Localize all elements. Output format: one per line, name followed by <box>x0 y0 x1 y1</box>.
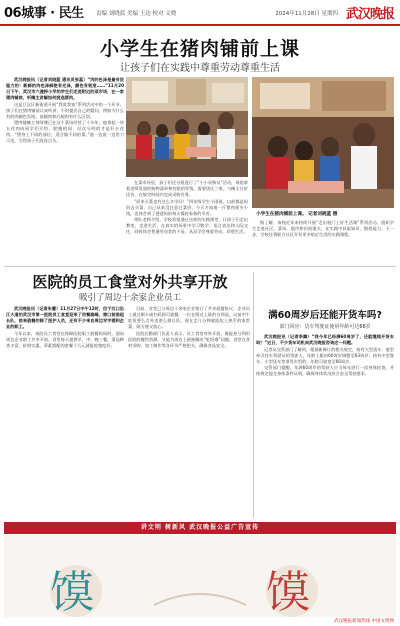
masthead <box>0 0 400 26</box>
story2-column-1 <box>6 306 124 518</box>
section-divider <box>4 266 396 267</box>
newspaper-logo: 武汉晚报 <box>345 7 394 22</box>
side-story-header <box>256 307 394 330</box>
section-title: 06城事 · 民生 <box>4 6 84 21</box>
story2-column-2 <box>128 306 250 518</box>
paragraph: 武汉晚报讯（记者刘晓蓝 通讯员张蕊）“肉的色泽是最有说服力的！新鲜的肉色泽鲜艳有光泽，颜色有韧度……”11月20日下午，武汉市六渡桥小学的学生们走进附近的菜市场，在一家猪肉铺前，听摊主讲解如何挑选猪肉。 <box>6 77 124 100</box>
column-divider <box>253 272 254 518</box>
side-story-body <box>256 334 394 518</box>
issue-date: 2024年11月28日 星期四 <box>275 11 338 17</box>
paragraph: 武汉晚报讯（记者朱蕾）11月27日中午12时，位于汉口沿江大道的武汉市第一医院员工食堂迎来了用餐高峰，窗口前排起长队，前来就餐的除了医护人员，还有不少来自周边写字楼和企业的职工。 <box>6 306 124 329</box>
ad-glyph-left: 馍 <box>50 567 94 617</box>
ad-illustration <box>4 535 396 617</box>
paragraph: 武汉晚报讯（记者李腾）“我今年已经满60周岁了，还能继续开货车吗？”近日，不少货车司机向武汉晚报咨询这一问题。 <box>256 334 394 345</box>
story1-headline: 小学生在猪肉铺前上课 <box>99 38 300 60</box>
paragraph: 猪肉铺摊主刘师傅已在这个菜场经营了十多年，他拿起一块五花肉向同学们介绍，肥瘦相间、层次分明的才是好五花肉。“猪身上不同的部位，适合做不同的菜。”他一边说一边用刀示范，引得孩子们连连点头。 <box>6 120 124 143</box>
paragraph: 这是江汉区新街道开展“我爱我家”系列活动中的一个环节。孩子们在猪肉铺前认真听讲，不时提出自己的疑问，例如为什么有的肉颜色发暗、前腿肉和后腿肉有什么区别。 <box>6 101 124 119</box>
story1-photo-caption: 小学生在猪肉铺前上课。 记者刘晓蓝 摄 <box>256 212 338 217</box>
ad-artwork <box>4 535 396 617</box>
paragraph: 在菜市场里，孩子们还分组进行了“小小采购员”活动，每组拿着老师发放的购物清单和有限的零钱，需要货比三家、与摊主讨价还价，在规定时间内完成采购任务。 <box>126 180 248 197</box>
ad-banner: 讲文明 树新风 武汉晚报公益广告宣传 <box>4 522 396 534</box>
story1-column-2 <box>126 180 248 263</box>
paragraph: 交管部门提醒，年满60周岁的驾驶人应当每年进行一次身体检查，并按规定提交身体条件证明，确保身体状况符合安全驾驶要求。 <box>256 365 394 376</box>
story2-headline: 医院的员工食堂对外共享开放 <box>32 273 228 291</box>
butcher-stall-image <box>252 77 394 208</box>
paragraph: 据了解，该校近年来持续开展“走出校门上好生活课”系列活动，组织学生走进社区、菜场、超市和田间地头，在实践中获取知识、锻炼能力。下一步，学校还将联合社区开发更多贴近生活的实践课程。 <box>252 220 394 237</box>
side-story-subheadline: 部门回应：货车驾驶证使用年龄可达66岁 <box>279 324 371 330</box>
staff-credits: 责编 刘晓蓝 美编 王达 校对 文晓 <box>96 11 177 17</box>
story1-photo-2 <box>252 77 394 208</box>
side-story-headline: 满60周岁后还能开货车吗? <box>268 310 382 321</box>
market-scene-image <box>126 77 248 177</box>
story2-subheadline: 吸引了周边十余家企业员工 <box>78 293 181 303</box>
footer-credit: 武汉晚报新闻热线 中国文明网 <box>334 619 394 624</box>
paragraph: 目前，食堂已与周边十余家企业签订了共享就餐协议，企业员工通过刷卡或扫码即可就餐。一位在附近上班的白领说，以前中午吃饭要么点外卖要么排长队，现在走几分钟就能吃上热乎的家常菜，既方便又放心。 <box>128 306 250 329</box>
story1-photo <box>126 77 248 177</box>
story1-column-1 <box>6 77 124 263</box>
paragraph: 带队老师介绍，学校希望通过这样的实践课堂，让孩子们走出教室、走进生活，在真实的场景中学习数学、语言表达和人际交往，同时体会普通劳动者的不易，从而学会尊重劳动、珍惜生活。 <box>126 217 248 234</box>
paragraph: “原来买菜也有这么多学问！”四年级学生小雨说，以前都是妈妈去买菜，自己从来没注意过菜价，今天才知道一斤猪肉要多少钱，也体会到了爸爸妈妈每天操持家务的辛苦。 <box>126 198 248 216</box>
paragraph: 今年以来，该院员工食堂在保障医院职工就餐的同时，面向周边企业职工共享开放。食堂每天提供早、中、晚三餐，菜品种类丰富，价格实惠，荤素搭配的套餐十几元就能吃饱吃好。 <box>6 330 124 348</box>
paragraph: 记者从交管部门了解到，根据新修订的相关规定，持有大型货车、重型牵引挂车驾驶证的驾驶人，年龄上限由60周岁调整至63周岁；持有中型客车、小型货车等准驾车型的，年龄可放宽至66周岁。 <box>256 346 394 364</box>
paragraph: 医院后勤部门负责人表示，员工食堂对外开放，既能充分利用医院的餐饮资源，又能为周边上班族解决“吃饭难”问题。食堂在食材采购、加工制作等各环节严格把关，确保食品安全。 <box>128 330 250 348</box>
ad-glyph-right: 馍 <box>266 567 310 617</box>
story1-subheadline: 让孩子们在实践中尊重劳动尊重生活 <box>120 63 280 74</box>
story1-column-3 <box>252 220 394 263</box>
